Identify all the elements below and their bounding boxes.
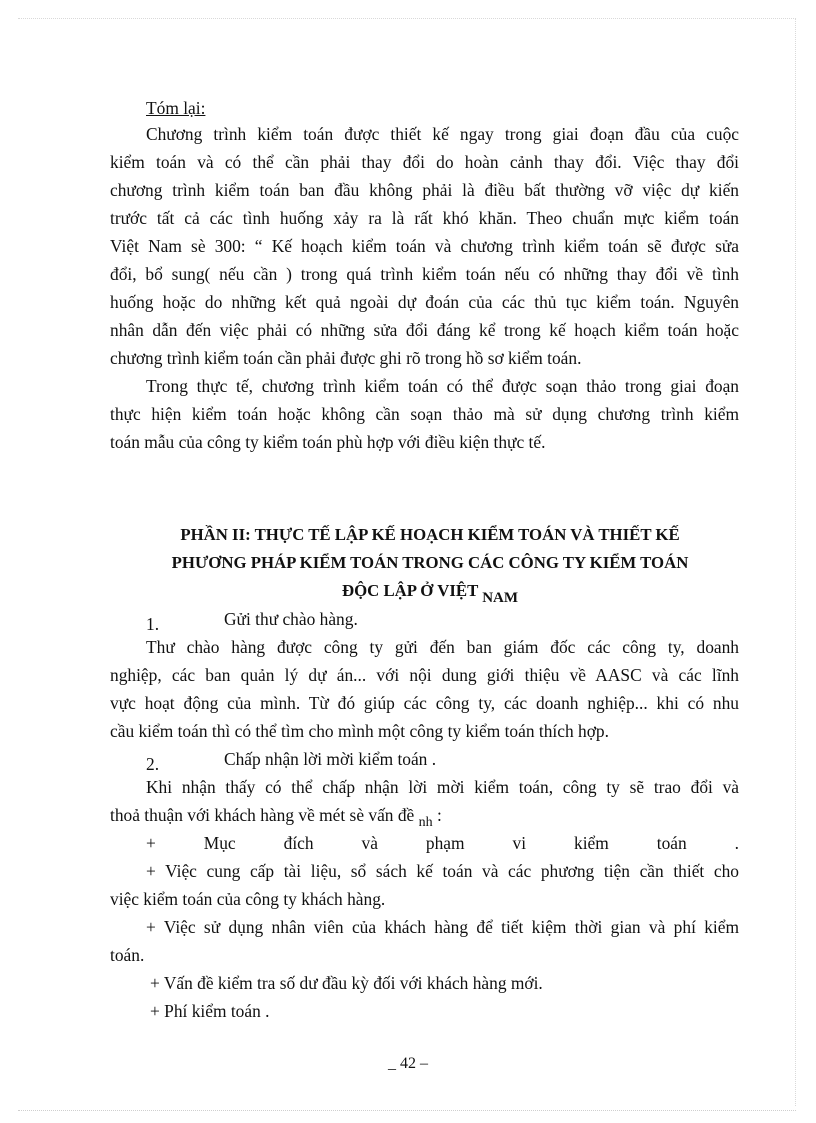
item2-bullet-3-line-2: toán. (110, 945, 145, 965)
item2-number: 2. (146, 754, 160, 774)
para1-line-5: Việt Nam sè 300: “ Kế hoạch kiểm toán và chương trình kiểm toán sẽ được sửa (110, 236, 739, 256)
bottom-rule (18, 1110, 796, 1111)
para1-line-9: chương trình kiểm toán cần phải được ghi rõ trong hồ sơ kiểm toán. (110, 348, 582, 368)
item2-bullet-3-line-1: + Việc sử dụng nhân viên của khách hàng để tiết kiệm thời gian và phí kiểm (146, 917, 739, 937)
item2-bullet-2-line-1: + Việc cung cấp tài liệu, sổ sách kế toán và các phương tiện cần thiết cho (146, 861, 739, 881)
item1-line-2: nghiệp, các ban quản lý dự án... với nội dung giới thiệu về AASC và các lĩnh (110, 665, 739, 685)
item2-bullet-2-line-2: việc kiểm toán của công ty khách hàng. (110, 889, 386, 909)
item2-intro-line-1: Khi nhận thấy có thể chấp nhận lời mời kiểm toán, công ty sẽ trao đổi và (146, 777, 739, 797)
item2-bullet-5: + Phí kiểm toán . (150, 1001, 270, 1021)
para2-line-2: thực hiện kiểm toán hoặc không cần soạn thảo mà sử dụng chương trình kiểm (110, 404, 739, 424)
para1-line-4: trước tất cả các tình huống xảy ra là rất khó khăn. Theo chuẩn mực kiểm toán (110, 208, 739, 228)
item2-bullet-1: + Mục đích và phạm vi kiểm toán . (146, 833, 739, 853)
part-heading-line-3-main: ĐỘC LẬP Ở VIỆT (341, 581, 478, 600)
para1-line-2: kiểm toán và có thể cần phải thay đổi do hoàn cảnh thay đổi. Việc thay đổi (110, 152, 739, 172)
para1-line-3: chương trình kiểm toán ban đầu không phải là điều bất thường vỡ việc dự kiến (110, 180, 739, 200)
part-heading-line-1: PHẦN II: THỰC TẾ LẬP KẾ HOẠCH KIỂM TOÁN VÀ THIẾT KẾ (180, 525, 680, 544)
part-heading-line-3 (110, 577, 750, 606)
part-heading-line-2: PHƯƠNG PHÁP KIỂM TOÁN TRONG CÁC CÔNG TY KIỂM TOÁN (171, 553, 689, 572)
item2-intro-line-2 (110, 804, 442, 829)
para1-line-1: Chương trình kiểm toán được thiết kế ngay trong giai đoạn đầu của cuộc (146, 124, 739, 144)
item1-line-1: Thư chào hàng được công ty gửi đến ban giám đốc các công ty, doanh (146, 637, 739, 657)
para1-line-8: nhân dẫn đến việc phải có những sửa đổi đáng kể trong kế hoạch kiểm toán hoặc (110, 320, 739, 340)
part-heading-line-3-sub: NAM (482, 590, 519, 606)
para1-line-7: huống hoặc do những kết quả ngoài dự đoán của các thủ tục kiểm toán. Nguyên (110, 292, 739, 312)
item2-intro-line-2-end: : (436, 805, 442, 825)
summary-heading: Tóm lại: (146, 98, 206, 118)
item1-line-4: cầu kiểm toán thì có thể tìm cho mình một công ty kiểm toán thích hợp. (110, 721, 609, 741)
item2-intro-line-2-sub: nh (418, 815, 433, 830)
para1-line-6: đổi, bổ sung( nếu cần ) trong quá trình kiểm toán nếu có những thay đổi về tình (110, 264, 739, 284)
item2-intro-line-2-main: thoả thuận với khách hàng về mét sè vấn đề (110, 805, 415, 825)
item2-title: Chấp nhận lời mời kiểm toán . (224, 749, 437, 769)
para2-line-3: toán mẫu của công ty kiểm toán phù hợp với điều kiện thực tế. (110, 432, 546, 452)
item1-number: 1. (146, 614, 160, 634)
para2-line-1: Trong thực tế, chương trình kiểm toán có thể được soạn thảo trong giai đoạn (146, 376, 739, 396)
item1-title: Gửi thư chào hàng. (224, 609, 358, 629)
item2-bullet-4: + Vấn đề kiểm tra số dư đầu kỳ đối với khách hàng mới. (150, 973, 543, 993)
item1-line-3: vực hoạt động của mình. Từ đó giúp các công ty, các doanh nghiệp... khi có nhu (110, 693, 739, 713)
page-number: _ 42 – (388, 1055, 428, 1072)
